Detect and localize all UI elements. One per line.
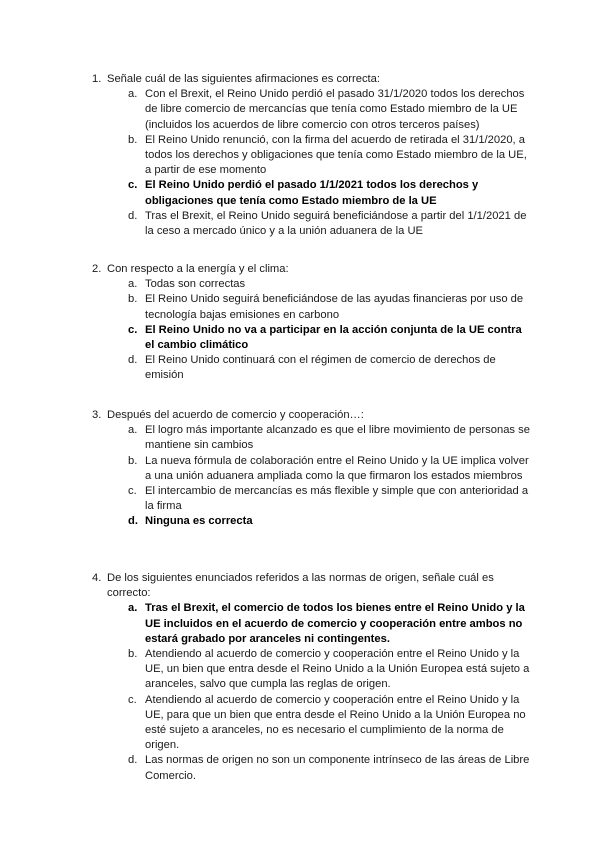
option-letter: c. bbox=[128, 693, 137, 706]
option-a bbox=[92, 87, 532, 133]
option-letter: a. bbox=[128, 424, 138, 437]
question-1 bbox=[92, 72, 532, 239]
question-4 bbox=[92, 571, 532, 784]
option-c bbox=[92, 693, 532, 754]
option-text: Todas son correctas bbox=[145, 278, 246, 291]
question-text: Con respecto a la energía y el clima: bbox=[107, 263, 289, 275]
question-text: Señale cuál de las siguientes afirmaciones es correcta: bbox=[107, 73, 380, 85]
option-b bbox=[92, 647, 532, 693]
option-letter: c. bbox=[128, 323, 138, 336]
option-text: El Reino Unido renunció, con la firma del acuerdo de retirada el 31/1/2020, a todos los derechos y obligaciones que tenía como Estado miembro de la UE, a partir de ese momento bbox=[145, 133, 527, 177]
option-d bbox=[92, 753, 532, 783]
question-3 bbox=[92, 408, 532, 530]
option-letter: b. bbox=[128, 648, 138, 661]
option-letter: b. bbox=[128, 293, 138, 306]
option-text: Tras el Brexit, el comercio de todos los bienes entre el Reino Unido y la UE incluidos en el acuerdo de comercio y cooperación entre ambos no estará grabado por aranceles ni contingentes. bbox=[145, 602, 525, 645]
question-number: 1. bbox=[92, 73, 102, 85]
option-letter: a. bbox=[128, 278, 138, 291]
option-letter: d. bbox=[128, 754, 138, 767]
option-letter: b. bbox=[128, 454, 138, 467]
option-text: Ninguna es correcta bbox=[145, 515, 253, 528]
options-list bbox=[92, 423, 532, 529]
option-letter: a. bbox=[128, 602, 138, 615]
options-list bbox=[92, 277, 532, 383]
option-d bbox=[92, 353, 532, 383]
option-a bbox=[92, 277, 532, 292]
option-letter: c. bbox=[128, 485, 137, 498]
option-b bbox=[92, 454, 532, 484]
option-text: El Reino Unido seguirá beneficiándose de las ayudas financieras por uso de tecnología bajas emisiones en carbono bbox=[145, 293, 524, 321]
option-letter: b. bbox=[128, 133, 138, 146]
question-stem bbox=[92, 571, 532, 601]
options-list bbox=[92, 601, 532, 783]
question-text: De los siguientes enunciados referidos a las normas de origen, señale cuál es correcto: bbox=[107, 572, 494, 600]
question-text: Después del acuerdo de comercio y cooperación…: bbox=[107, 409, 364, 421]
question-stem bbox=[92, 408, 532, 423]
question-2 bbox=[92, 262, 532, 384]
option-c-correct bbox=[92, 178, 532, 208]
question-stem bbox=[92, 72, 532, 87]
option-a bbox=[92, 423, 532, 453]
option-text: Las normas de origen no son un componente intrínseco de las áreas de Libre Comercio. bbox=[145, 754, 530, 782]
question-stem bbox=[92, 262, 532, 277]
option-text: El Reino Unido no va a participar en la acción conjunta de la UE contra el cambio climático bbox=[145, 323, 522, 352]
options-list bbox=[92, 87, 532, 239]
option-c-correct bbox=[92, 323, 532, 353]
option-text: La nueva fórmula de colaboración entre el Reino Unido y la UE implica volver a una unión aduanera ampliada como la que firmaron los estados miembros bbox=[145, 454, 529, 482]
option-text: El Reino Unido perdió el pasado 1/1/2021 todos los derechos y obligaciones que tenía como Estado miembro de la UE bbox=[145, 179, 479, 207]
option-text: El logro más importante alcanzado es que el libre movimiento de personas se mantiene sin cambios bbox=[145, 424, 530, 452]
option-c bbox=[92, 484, 532, 514]
option-a-correct bbox=[92, 601, 532, 647]
option-letter: a. bbox=[128, 88, 138, 101]
option-text: El intercambio de mercancías es más flexible y simple que con anterioridad a la firma bbox=[145, 485, 529, 513]
option-letter: d. bbox=[128, 354, 138, 367]
option-b bbox=[92, 133, 532, 179]
option-text: Atendiendo al acuerdo de comercio y cooperación entre el Reino Unido y la UE, para que un bien que entra desde el Reino Unido a la Unión Europea no esté sujeto a aranceles, no es necesario el cumplimiento de la norma de origen. bbox=[145, 693, 526, 752]
option-text: Atendiendo al acuerdo de comercio y cooperación entre el Reino Unido y la UE, un bien que entra desde el Reino Unido a la Unión Europea está sujeto a aranceles, salvo que cumpla las reglas de origen. bbox=[145, 648, 530, 691]
option-text: El Reino Unido continuará con el régimen de comercio de derechos de emisión bbox=[145, 354, 496, 382]
option-b bbox=[92, 292, 532, 322]
option-d-correct bbox=[92, 514, 532, 529]
option-letter: d. bbox=[128, 515, 138, 528]
question-number: 3. bbox=[92, 409, 102, 421]
option-text: Con el Brexit, el Reino Unido perdió el pasado 31/1/2020 todos los derechos de libre comercio de mercancías que tenía como Estado miembro de la UE (incluidos los acuerdos de libre comercio con otros terceros países) bbox=[145, 88, 525, 131]
option-letter: d. bbox=[128, 209, 138, 222]
option-d bbox=[92, 209, 532, 239]
question-number: 2. bbox=[92, 263, 102, 275]
question-number: 4. bbox=[92, 572, 102, 584]
option-text: Tras el Brexit, el Reino Unido seguirá beneficiándose a partir del 1/1/2021 de la ceso a mercado único y a la unión aduanera de la UE bbox=[145, 209, 527, 238]
option-letter: c. bbox=[128, 179, 138, 192]
